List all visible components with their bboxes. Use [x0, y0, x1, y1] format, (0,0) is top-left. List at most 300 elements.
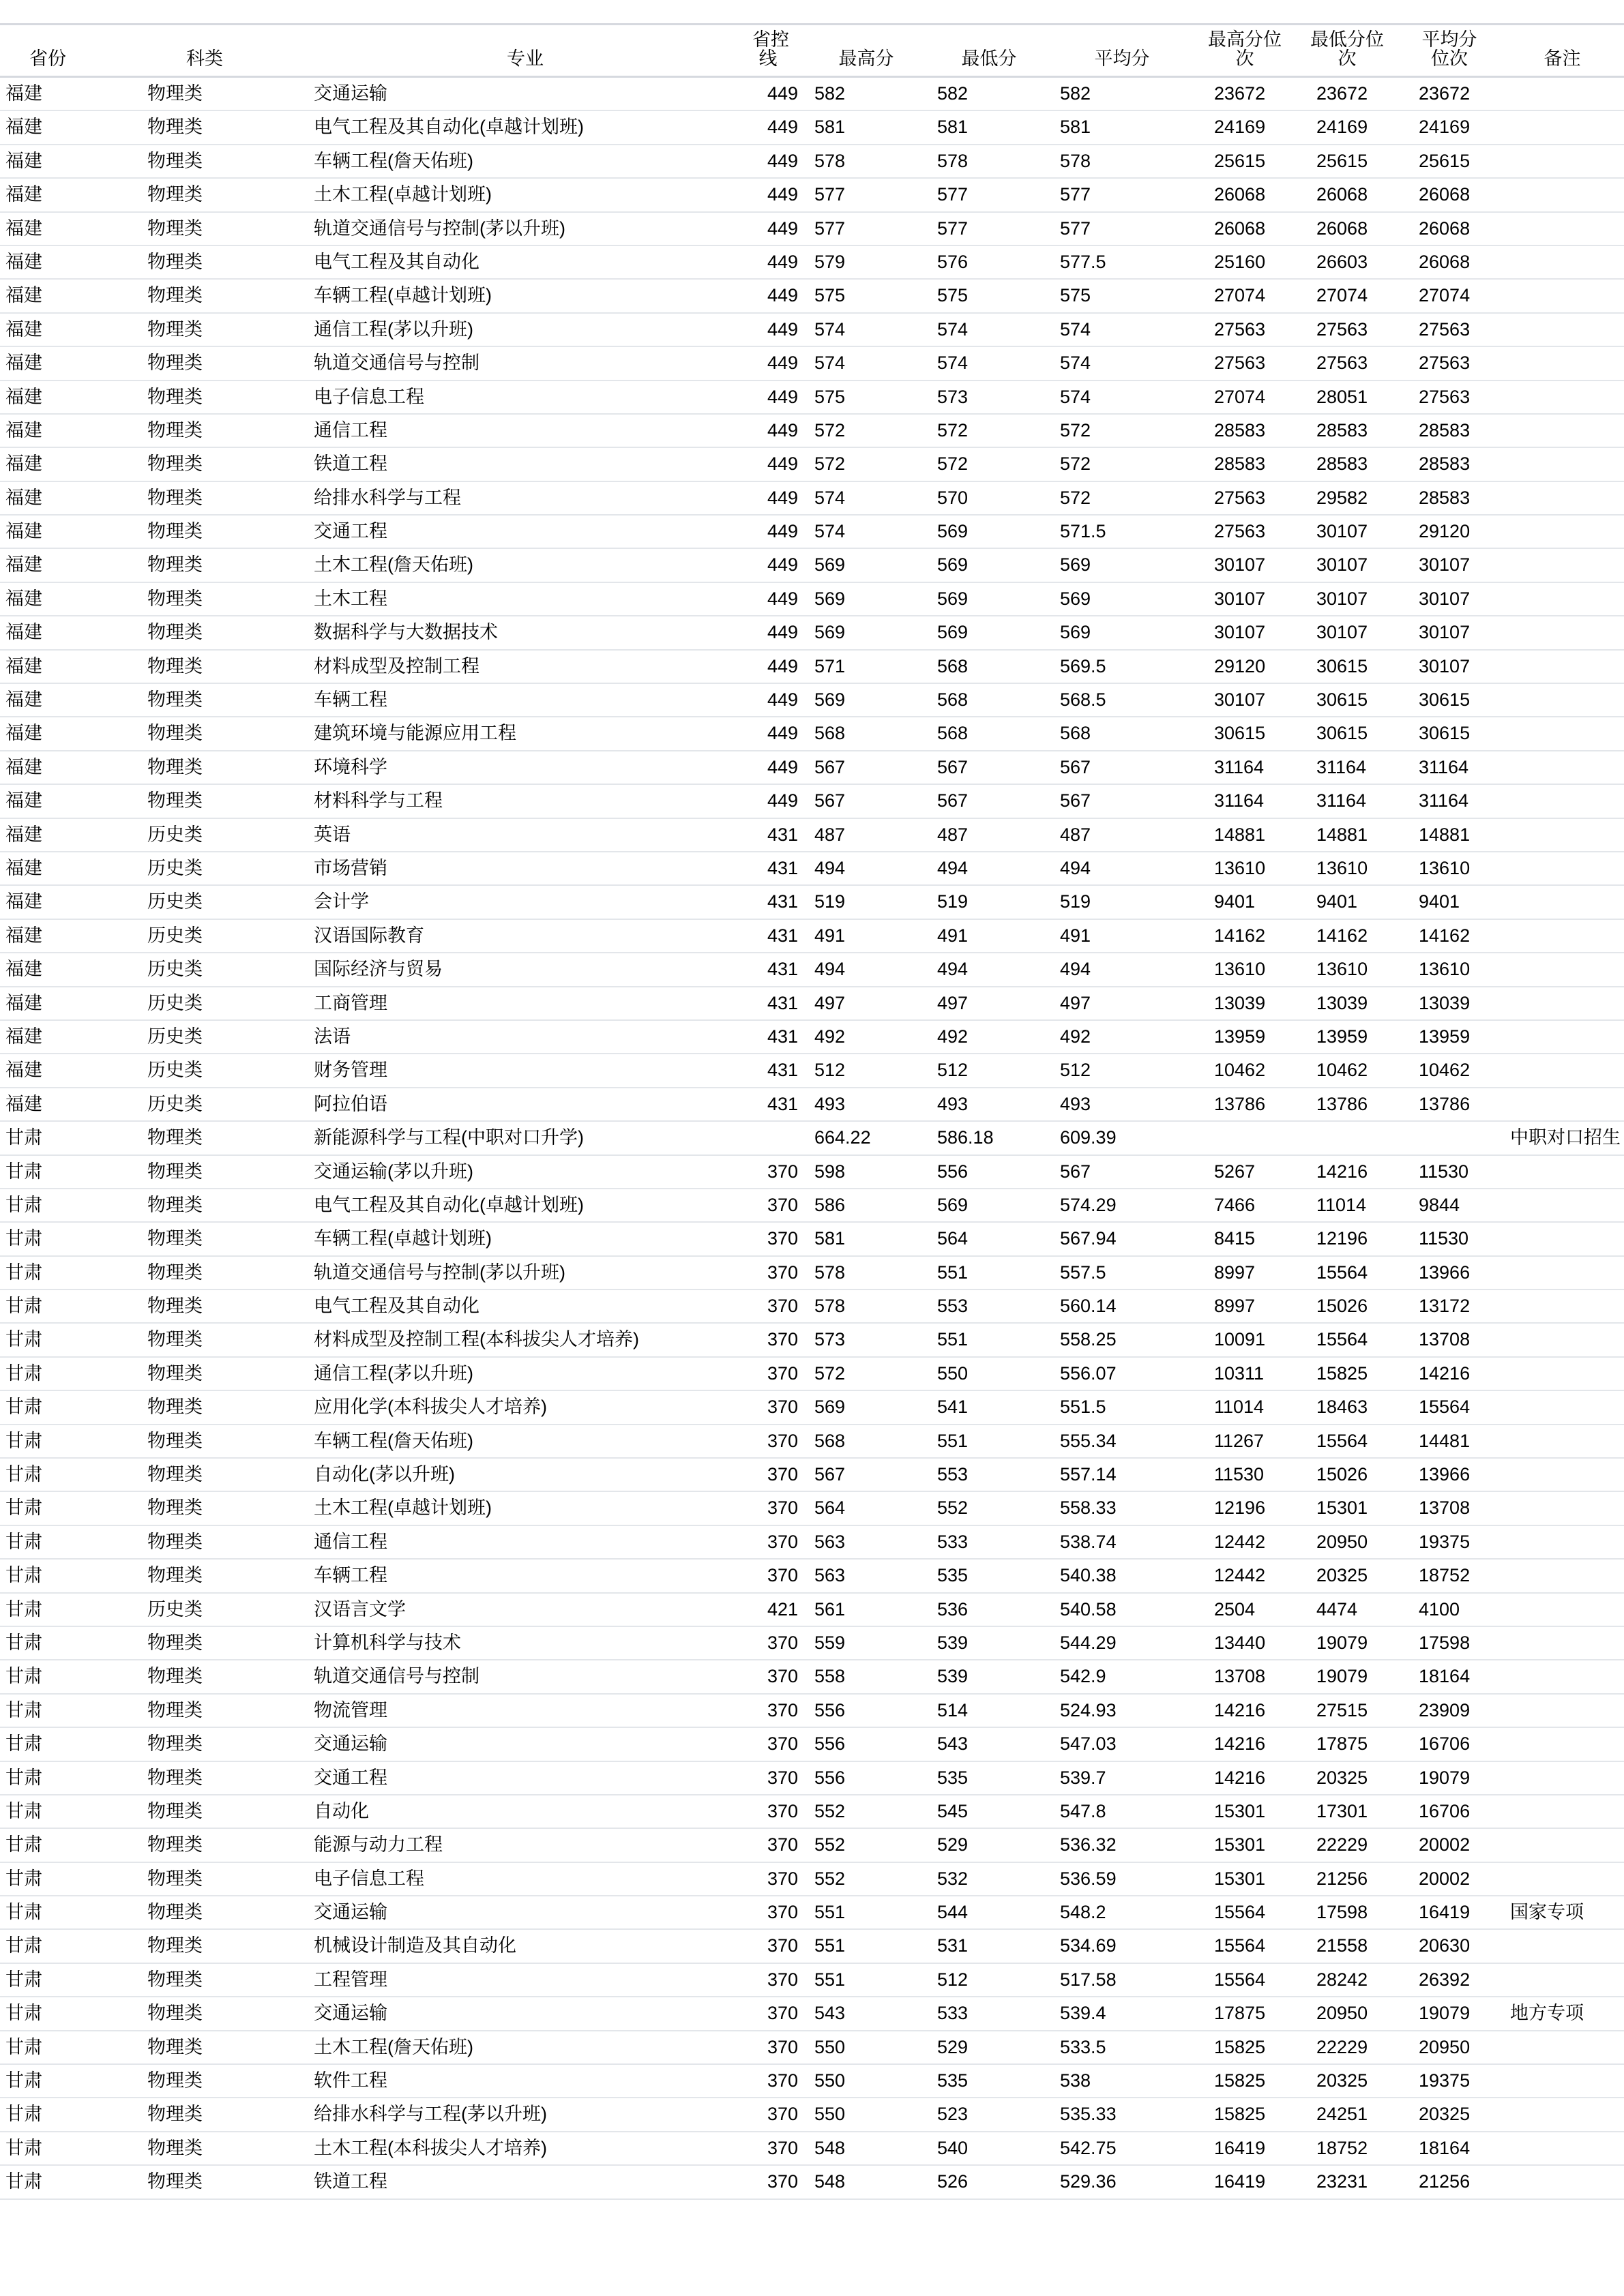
cell-province: 甘肃: [0, 1862, 95, 1896]
cell-min-rank: 30615: [1296, 717, 1398, 750]
table-row: [0, 77, 1624, 111]
cell-max-rank: 14216: [1194, 1694, 1296, 1727]
table-row: [0, 582, 1624, 616]
cell-category: 物理类: [95, 650, 314, 683]
cell-major: 铁道工程: [314, 2165, 737, 2198]
cell-max-score: 551: [805, 1929, 928, 1963]
table-row: [0, 1357, 1624, 1390]
cell-avg-rank: 24169: [1398, 110, 1501, 144]
cell-province: 甘肃: [0, 1189, 95, 1222]
cell-province: 甘肃: [0, 2165, 95, 2198]
table-row: [0, 1660, 1624, 1693]
cell-min-score: 492: [928, 1020, 1050, 1054]
cell-min-rank: 4474: [1296, 1593, 1398, 1626]
cell-major: 交通运输: [314, 1997, 737, 2030]
cell-max-score: 552: [805, 1795, 928, 1828]
cell-province: 福建: [0, 616, 95, 649]
table-row: [0, 885, 1624, 919]
cell-province: 甘肃: [0, 1525, 95, 1559]
cell-max-score: 569: [805, 683, 928, 717]
cell-max-score: 550: [805, 2098, 928, 2131]
cell-provincial-line: 370: [737, 1491, 805, 1525]
cell-province: 甘肃: [0, 1795, 95, 1828]
cell-min-rank: 26068: [1296, 212, 1398, 245]
cell-min-score: 574: [928, 346, 1050, 380]
cell-avg-rank: 26068: [1398, 178, 1501, 211]
cell-min-rank: 31164: [1296, 751, 1398, 784]
cell-category: 物理类: [95, 279, 314, 312]
cell-province: 甘肃: [0, 1761, 95, 1795]
cell-note: [1501, 1761, 1624, 1795]
cell-avg-rank: 9401: [1398, 885, 1501, 919]
cell-max-score: 569: [805, 616, 928, 649]
cell-min-score: 552: [928, 1491, 1050, 1525]
table-row: [0, 1862, 1624, 1896]
cell-avg-rank: 14216: [1398, 1357, 1501, 1390]
cell-max-rank: 8997: [1194, 1289, 1296, 1323]
cell-avg-rank: 31164: [1398, 784, 1501, 818]
cell-provincial-line: 370: [737, 1997, 805, 2030]
cell-max-score: 552: [805, 1862, 928, 1896]
cell-province: 甘肃: [0, 1626, 95, 1660]
cell-avg-rank: 28583: [1398, 414, 1501, 447]
cell-province: 福建: [0, 717, 95, 750]
cell-avg-rank: 14881: [1398, 818, 1501, 852]
cell-avg-rank: 16419: [1398, 1896, 1501, 1929]
cell-avg-score: 539.7: [1050, 1761, 1194, 1795]
cell-note: [1501, 717, 1624, 750]
cell-provincial-line: 370: [737, 1323, 805, 1356]
cell-avg-rank: 19375: [1398, 1525, 1501, 1559]
cell-min-rank: 15026: [1296, 1289, 1398, 1323]
cell-min-rank: 17598: [1296, 1896, 1398, 1929]
cell-major: 会计学: [314, 885, 737, 919]
cell-avg-rank: 13966: [1398, 1458, 1501, 1491]
cell-max-rank: 14881: [1194, 818, 1296, 852]
cell-min-rank: 19079: [1296, 1660, 1398, 1693]
cell-note: [1501, 1155, 1624, 1189]
cell-province: 福建: [0, 751, 95, 784]
cell-max-score: 494: [805, 953, 928, 986]
cell-major: 交通运输: [314, 1896, 737, 1929]
cell-min-rank: 20950: [1296, 1997, 1398, 2030]
cell-max-rank: 26068: [1194, 212, 1296, 245]
cell-min-score: 487: [928, 818, 1050, 852]
cell-provincial-line: 431: [737, 1054, 805, 1087]
cell-min-score: 574: [928, 313, 1050, 346]
table-row: [0, 1121, 1624, 1154]
cell-provincial-line: 431: [737, 818, 805, 852]
cell-province: 甘肃: [0, 1997, 95, 2030]
table-row: [0, 1491, 1624, 1525]
cell-min-score: 514: [928, 1694, 1050, 1727]
cell-min-rank: 23231: [1296, 2165, 1398, 2198]
cell-max-rank: 8997: [1194, 1256, 1296, 1289]
table-row: [0, 346, 1624, 380]
cell-note: [1501, 1694, 1624, 1727]
cell-category: 物理类: [95, 1458, 314, 1491]
cell-max-score: 567: [805, 751, 928, 784]
cell-provincial-line: 431: [737, 885, 805, 919]
column-header-avg-rank-top: 平均分: [1421, 29, 1477, 50]
column-header-note-label: 备注: [1544, 48, 1581, 70]
cell-note: [1501, 313, 1624, 346]
cell-min-rank: 20325: [1296, 2064, 1398, 2098]
cell-province: 甘肃: [0, 1694, 95, 1727]
cell-min-rank: 13786: [1296, 1088, 1398, 1121]
cell-province: 福建: [0, 650, 95, 683]
cell-category: 物理类: [95, 1222, 314, 1255]
cell-category: 物理类: [95, 1525, 314, 1559]
cell-max-score: 548: [805, 2132, 928, 2165]
cell-province: 福建: [0, 1054, 95, 1087]
cell-provincial-line: 449: [737, 447, 805, 481]
cell-avg-rank: 9844: [1398, 1189, 1501, 1222]
cell-max-score: 572: [805, 414, 928, 447]
cell-major: 给排水科学与工程: [314, 481, 737, 515]
cell-avg-rank: 10462: [1398, 1054, 1501, 1087]
cell-max-score: 491: [805, 919, 928, 953]
cell-category: 物理类: [95, 77, 314, 111]
table-row: [0, 1390, 1624, 1424]
cell-province: 甘肃: [0, 2132, 95, 2165]
cell-avg-rank: 11530: [1398, 1222, 1501, 1255]
cell-major: 物流管理: [314, 1694, 737, 1727]
cell-min-rank: 10462: [1296, 1054, 1398, 1087]
cell-note: [1501, 1054, 1624, 1087]
cell-province: 福建: [0, 852, 95, 885]
cell-category: 物理类: [95, 2031, 314, 2064]
cell-note: [1501, 1862, 1624, 1896]
cell-major: 土木工程(卓越计划班): [314, 1491, 737, 1525]
cell-avg-rank: 11530: [1398, 1155, 1501, 1189]
cell-provincial-line: 449: [737, 279, 805, 312]
table-row: [0, 1694, 1624, 1727]
cell-major: 电气工程及其自动化(卓越计划班): [314, 110, 737, 144]
column-header-max-score: [805, 25, 928, 77]
cell-max-score: 574: [805, 313, 928, 346]
cell-note: [1501, 1323, 1624, 1356]
cell-min-rank: 11014: [1296, 1189, 1398, 1222]
cell-category: 物理类: [95, 1323, 314, 1356]
cell-max-rank: 15564: [1194, 1963, 1296, 1997]
cell-avg-score: 547.8: [1050, 1795, 1194, 1828]
cell-avg-score: 577: [1050, 178, 1194, 211]
table-row: [0, 414, 1624, 447]
cell-avg-score: 517.58: [1050, 1963, 1194, 1997]
cell-avg-score: 492: [1050, 1020, 1194, 1054]
cell-category: 物理类: [95, 1727, 314, 1761]
cell-min-rank: 18752: [1296, 2132, 1398, 2165]
cell-avg-score: 572: [1050, 481, 1194, 515]
cell-major: 车辆工程(詹天佑班): [314, 1425, 737, 1458]
cell-max-rank: 15301: [1194, 1862, 1296, 1896]
column-header-min-score-label: 最低分: [961, 48, 1017, 70]
cell-major: 英语: [314, 818, 737, 852]
cell-provincial-line: 421: [737, 1593, 805, 1626]
cell-avg-rank: 27074: [1398, 279, 1501, 312]
cell-avg-score: 569.5: [1050, 650, 1194, 683]
cell-max-rank: 13786: [1194, 1088, 1296, 1121]
cell-note: [1501, 2031, 1624, 2064]
cell-max-score: 577: [805, 212, 928, 245]
cell-provincial-line: 370: [737, 1727, 805, 1761]
cell-avg-score: 494: [1050, 953, 1194, 986]
cell-note: [1501, 381, 1624, 414]
cell-province: 甘肃: [0, 1491, 95, 1525]
cell-max-score: 569: [805, 1390, 928, 1424]
cell-major: 数据科学与大数据技术: [314, 616, 737, 649]
cell-min-score: 582: [928, 77, 1050, 111]
cell-min-rank: 24251: [1296, 2098, 1398, 2131]
cell-category: 物理类: [95, 212, 314, 245]
cell-min-rank: 27563: [1296, 346, 1398, 380]
cell-avg-rank: 23672: [1398, 77, 1501, 111]
cell-max-score: 569: [805, 548, 928, 582]
column-header-avg-score-label: 平均分: [1094, 48, 1150, 70]
cell-note: [1501, 2098, 1624, 2131]
cell-avg-rank: 14481: [1398, 1425, 1501, 1458]
cell-max-rank: 25160: [1194, 245, 1296, 279]
cell-min-rank: 21256: [1296, 1862, 1398, 1896]
cell-max-rank: 14216: [1194, 1761, 1296, 1795]
cell-province: 甘肃: [0, 2098, 95, 2131]
cell-major: 通信工程(茅以升班): [314, 313, 737, 346]
cell-province: 福建: [0, 784, 95, 818]
cell-min-rank: 14162: [1296, 919, 1398, 953]
column-header-note: [1501, 25, 1624, 77]
cell-min-rank: 13039: [1296, 987, 1398, 1020]
cell-provincial-line: 449: [737, 346, 805, 380]
cell-avg-score: 497: [1050, 987, 1194, 1020]
cell-min-rank: 25615: [1296, 145, 1398, 178]
cell-avg-rank: 13959: [1398, 1020, 1501, 1054]
cell-provincial-line: 449: [737, 178, 805, 211]
cell-avg-rank: 28583: [1398, 447, 1501, 481]
cell-major: 法语: [314, 1020, 737, 1054]
cell-note: [1501, 1289, 1624, 1323]
cell-provincial-line: 370: [737, 1694, 805, 1727]
cell-provincial-line: 370: [737, 1256, 805, 1289]
cell-min-rank: 27515: [1296, 1694, 1398, 1727]
table-row: [0, 481, 1624, 515]
cell-note: 地方专项: [1501, 1997, 1624, 2030]
cell-major: 汉语言文学: [314, 1593, 737, 1626]
cell-min-score: 569: [928, 515, 1050, 548]
cell-avg-score: 557.14: [1050, 1458, 1194, 1491]
cell-min-score: 567: [928, 784, 1050, 818]
cell-major: 交通工程: [314, 1761, 737, 1795]
column-header-provincial-line-top: 省控: [752, 29, 789, 50]
cell-max-score: 577: [805, 178, 928, 211]
cell-avg-rank: 20325: [1398, 2098, 1501, 2131]
cell-min-score: 535: [928, 1761, 1050, 1795]
cell-provincial-line: 449: [737, 77, 805, 111]
cell-max-rank: 9401: [1194, 885, 1296, 919]
cell-max-score: 494: [805, 852, 928, 885]
cell-min-rank: 13610: [1296, 852, 1398, 885]
cell-avg-score: 494: [1050, 852, 1194, 885]
cell-avg-rank: 20630: [1398, 1929, 1501, 1963]
cell-category: 物理类: [95, 515, 314, 548]
cell-provincial-line: 370: [737, 1155, 805, 1189]
cell-major: 车辆工程: [314, 683, 737, 717]
cell-note: [1501, 1491, 1624, 1525]
cell-major: 环境科学: [314, 751, 737, 784]
cell-province: 福建: [0, 683, 95, 717]
cell-provincial-line: 370: [737, 1896, 805, 1929]
table-row: [0, 1727, 1624, 1761]
cell-max-score: 569: [805, 582, 928, 616]
cell-avg-rank: 20002: [1398, 1828, 1501, 1862]
cell-major: 机械设计制造及其自动化: [314, 1929, 737, 1963]
cell-max-rank: [1194, 1121, 1296, 1154]
cell-province: 福建: [0, 919, 95, 953]
cell-min-rank: 13959: [1296, 1020, 1398, 1054]
cell-min-rank: 28583: [1296, 447, 1398, 481]
cell-province: 福建: [0, 110, 95, 144]
cell-max-rank: 13610: [1194, 852, 1296, 885]
cell-avg-rank: 27563: [1398, 381, 1501, 414]
cell-avg-score: 540.38: [1050, 1559, 1194, 1592]
cell-max-rank: 29120: [1194, 650, 1296, 683]
cell-avg-score: 533.5: [1050, 2031, 1194, 2064]
column-header-avg-score: [1050, 25, 1194, 77]
cell-note: [1501, 1525, 1624, 1559]
cell-avg-score: 536.59: [1050, 1862, 1194, 1896]
cell-note: [1501, 683, 1624, 717]
cell-max-rank: 30107: [1194, 582, 1296, 616]
table-row: [0, 1425, 1624, 1458]
cell-provincial-line: 370: [737, 1357, 805, 1390]
cell-max-score: 497: [805, 987, 928, 1020]
cell-note: [1501, 1357, 1624, 1390]
cell-major: 交通运输: [314, 77, 737, 111]
cell-min-score: 497: [928, 987, 1050, 1020]
cell-provincial-line: 370: [737, 1761, 805, 1795]
cell-max-rank: 31164: [1194, 751, 1296, 784]
cell-province: 甘肃: [0, 1222, 95, 1255]
cell-note: 中职对口招生: [1501, 1121, 1624, 1154]
cell-avg-rank: 30615: [1398, 717, 1501, 750]
cell-province: 福建: [0, 414, 95, 447]
cell-min-rank: 14216: [1296, 1155, 1398, 1189]
cell-provincial-line: 431: [737, 919, 805, 953]
cell-avg-rank: 30615: [1398, 683, 1501, 717]
cell-provincial-line: 449: [737, 515, 805, 548]
cell-max-score: 558: [805, 1660, 928, 1693]
cell-min-score: 512: [928, 1054, 1050, 1087]
cell-avg-score: 567: [1050, 1155, 1194, 1189]
cell-category: 物理类: [95, 1795, 314, 1828]
cell-avg-score: 574.29: [1050, 1189, 1194, 1222]
cell-max-rank: 8415: [1194, 1222, 1296, 1255]
cell-provincial-line: 431: [737, 1088, 805, 1121]
cell-category: 物理类: [95, 1559, 314, 1592]
cell-major: 通信工程(茅以升班): [314, 1357, 737, 1390]
cell-major: 交通工程: [314, 515, 737, 548]
cell-min-rank: 15564: [1296, 1425, 1398, 1458]
column-header-max-rank-top: 最高分位: [1208, 29, 1282, 50]
cell-provincial-line: 370: [737, 1660, 805, 1693]
cell-major: 轨道交通信号与控制(茅以升班): [314, 212, 737, 245]
cell-max-rank: 13708: [1194, 1660, 1296, 1693]
cell-major: 车辆工程(詹天佑班): [314, 145, 737, 178]
cell-min-score: 533: [928, 1997, 1050, 2030]
cell-province: 甘肃: [0, 1963, 95, 1997]
cell-major: 通信工程: [314, 1525, 737, 1559]
cell-province: 甘肃: [0, 1121, 95, 1154]
table-row: [0, 1761, 1624, 1795]
cell-min-rank: 15301: [1296, 1491, 1398, 1525]
column-header-avg-rank: [1398, 25, 1501, 77]
cell-note: [1501, 346, 1624, 380]
cell-note: [1501, 178, 1624, 211]
cell-min-score: 551: [928, 1256, 1050, 1289]
cell-avg-rank: 30107: [1398, 582, 1501, 616]
cell-province: 福建: [0, 313, 95, 346]
cell-category: 物理类: [95, 1289, 314, 1323]
column-header-max-rank: [1194, 25, 1296, 77]
cell-avg-score: 569: [1050, 548, 1194, 582]
cell-province: 甘肃: [0, 1660, 95, 1693]
cell-avg-rank: 30107: [1398, 616, 1501, 649]
cell-min-rank: 28242: [1296, 1963, 1398, 1997]
cell-category: 历史类: [95, 987, 314, 1020]
table-row: [0, 1020, 1624, 1054]
cell-major: 财务管理: [314, 1054, 737, 1087]
table-row: [0, 1054, 1624, 1087]
cell-provincial-line: 370: [737, 1289, 805, 1323]
cell-provincial-line: 449: [737, 110, 805, 144]
table-row: [0, 1559, 1624, 1592]
cell-max-rank: 15825: [1194, 2031, 1296, 2064]
cell-max-score: 568: [805, 717, 928, 750]
cell-province: 福建: [0, 987, 95, 1020]
column-header-avg-rank-bottom: 位次: [1431, 48, 1468, 70]
cell-avg-score: 568: [1050, 717, 1194, 750]
cell-major: 计算机科学与技术: [314, 1626, 737, 1660]
cell-provincial-line: 449: [737, 650, 805, 683]
cell-province: 甘肃: [0, 1929, 95, 1963]
cell-major: 阿拉伯语: [314, 1088, 737, 1121]
cell-category: 历史类: [95, 1020, 314, 1054]
cell-category: 历史类: [95, 1054, 314, 1087]
cell-province: 福建: [0, 885, 95, 919]
cell-major: 自动化(茅以升班): [314, 1458, 737, 1491]
cell-province: 福建: [0, 145, 95, 178]
cell-category: 物理类: [95, 1189, 314, 1222]
cell-provincial-line: [737, 1121, 805, 1154]
cell-major: 市场营销: [314, 852, 737, 885]
cell-max-rank: 15825: [1194, 2098, 1296, 2131]
table-row: [0, 1929, 1624, 1963]
cell-avg-score: 609.39: [1050, 1121, 1194, 1154]
cell-max-score: 519: [805, 885, 928, 919]
cell-avg-score: 572: [1050, 447, 1194, 481]
cell-avg-score: 538: [1050, 2064, 1194, 2098]
cell-max-rank: 15564: [1194, 1896, 1296, 1929]
cell-max-score: 563: [805, 1559, 928, 1592]
cell-avg-rank: 19375: [1398, 2064, 1501, 2098]
cell-min-score: 569: [928, 582, 1050, 616]
column-header-major: [314, 25, 737, 77]
table-row: [0, 650, 1624, 683]
table-row: [0, 1256, 1624, 1289]
cell-avg-score: 512: [1050, 1054, 1194, 1087]
cell-note: [1501, 1727, 1624, 1761]
cell-min-rank: 28051: [1296, 381, 1398, 414]
